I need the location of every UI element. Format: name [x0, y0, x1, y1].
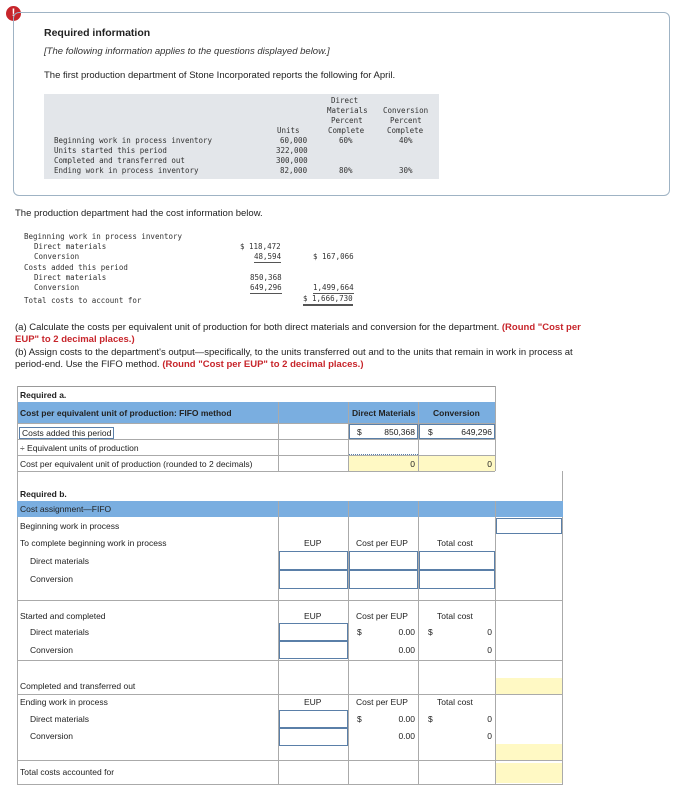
- sc-dm-row: Direct materials: [30, 627, 90, 637]
- total-accounted-cell: [496, 763, 562, 783]
- question-a: (a) Calculate the costs per equivalent unit of production for both direct materials and conversion for the department. (Round "Cost per EUP" to 2 decimal places.): [15, 322, 581, 345]
- completed-transferred-total: [496, 678, 562, 694]
- col-dm-line3: Percent: [331, 116, 363, 125]
- beg-wip-label: Beginning work in process inventory: [24, 232, 183, 241]
- dm-cpeu-value: 0: [410, 459, 415, 469]
- units-value: 322,000: [276, 146, 308, 155]
- col-dm-line4: Complete: [328, 126, 365, 135]
- sc-conv-total: 0: [487, 645, 492, 655]
- sc-dm-dollar: $: [357, 627, 362, 637]
- added-total-value: 1,499,664: [313, 283, 354, 292]
- end-dm-row: Direct materials: [30, 714, 90, 724]
- conv-pct: 30%: [399, 166, 413, 175]
- alert-icon: !: [6, 6, 21, 21]
- dm-pct: 80%: [339, 166, 353, 175]
- dm-eup-input[interactable]: [349, 440, 418, 455]
- part-a-header: Cost per equivalent unit of production: FIFO method: [20, 408, 232, 418]
- end-dm-total: 0: [487, 714, 492, 724]
- col-units: Units: [277, 126, 300, 135]
- total-cost-header: Total cost: [437, 538, 473, 548]
- row-label: Completed and transferred out: [54, 156, 185, 165]
- sc-dm-total: 0: [487, 627, 492, 637]
- required-info-title: Required information: [44, 27, 151, 39]
- sc-conv-cpe: 0.00: [398, 645, 415, 655]
- conv-cpeu-value: 0: [487, 459, 492, 469]
- col-dm-header: Direct Materials: [352, 408, 416, 418]
- sc-dm-cpe: 0.00: [398, 627, 415, 637]
- tc-conv-total-input[interactable]: [419, 570, 495, 589]
- sc-conv-eup-input[interactable]: [279, 641, 348, 659]
- sc-dm-total-dollar: $: [428, 627, 433, 637]
- beg-total-value: $ 167,066: [313, 252, 354, 261]
- eup-header: EUP: [304, 538, 322, 548]
- added-conv-label: Conversion: [34, 283, 80, 292]
- end-dm-cpe: 0.00: [398, 714, 415, 724]
- conv-eup-input[interactable]: [419, 440, 495, 455]
- row-label: Units started this period: [54, 146, 167, 155]
- col-dm-line2: Materials: [327, 106, 368, 115]
- question-b: (b) Assign costs to the department's output—specifically, to the units transferred out and to the units that remain in work in process at period-end. Use the FIFO method. (Round "Cost per EUP" to 2 decimal places.): [15, 347, 573, 370]
- tc-conv-eup-input[interactable]: [279, 570, 348, 589]
- col-conv-line2: Percent: [390, 116, 422, 125]
- dm-pct: 60%: [339, 136, 353, 145]
- end-conv-total: 0: [487, 731, 492, 741]
- costs-added-row-label[interactable]: Costs added this period: [19, 427, 114, 439]
- eup-row-label: ÷ Equivalent units of production: [20, 443, 139, 453]
- ending-wip-row: Ending work in process: [20, 697, 108, 707]
- conv-cost-value: 649,296: [461, 427, 492, 437]
- beg-conv-label: Conversion: [34, 252, 80, 261]
- tc-conv-row: Conversion: [30, 574, 73, 584]
- end-dm-eup-input[interactable]: [279, 710, 348, 728]
- dm-dollar: $: [357, 427, 362, 437]
- end-conv-eup-input[interactable]: [279, 728, 348, 746]
- total-cost-header-2: Total cost: [437, 611, 473, 621]
- col-conv-header: Conversion: [433, 408, 480, 418]
- conv-dollar: $: [428, 427, 433, 437]
- added-label: Costs added this period: [24, 263, 128, 272]
- beg-dm-label: Direct materials: [34, 242, 107, 251]
- sc-dm-eup-input[interactable]: [279, 623, 348, 641]
- cpeu-row-label: Cost per equivalent unit of production (rounded to 2 decimals): [20, 459, 253, 469]
- added-dm-label: Direct materials: [34, 273, 107, 282]
- beg-conv-value: 48,594: [254, 252, 282, 261]
- units-value: 60,000: [280, 136, 308, 145]
- units-value: 300,000: [276, 156, 308, 165]
- tc-dm-cpe-input[interactable]: [349, 551, 418, 570]
- total-costs-value: $ 1,666,730: [303, 294, 353, 306]
- conv-pct: 40%: [399, 136, 413, 145]
- end-dm-total-dollar: $: [428, 714, 433, 724]
- total-costs-label: Total costs to account for: [24, 296, 142, 305]
- end-dm-dollar: $: [357, 714, 362, 724]
- col-conv-line3: Complete: [387, 126, 424, 135]
- tc-conv-cpe-input[interactable]: [349, 570, 418, 589]
- beg-dm-value: $ 118,472: [240, 242, 281, 251]
- cost-per-eup-header-2: Cost per EUP: [356, 611, 408, 621]
- tc-dm-row: Direct materials: [30, 556, 90, 566]
- cost-per-eup-header-3: Cost per EUP: [356, 697, 408, 707]
- cost-info-intro: The production department had the cost information below.: [15, 208, 263, 219]
- beg-wip-input[interactable]: [496, 518, 562, 534]
- completed-transferred-row: Completed and transferred out: [20, 681, 136, 691]
- started-completed-row: Started and completed: [20, 611, 106, 621]
- sc-conv-row: Conversion: [30, 645, 73, 655]
- cost-per-eup-header: Cost per EUP: [356, 538, 408, 548]
- row-label: Beginning work in process inventory: [54, 136, 213, 145]
- col-conv-line1: Conversion: [383, 106, 429, 115]
- beg-wip-row: Beginning work in process: [20, 521, 120, 531]
- part-b-header: Cost assignment—FIFO: [20, 504, 112, 514]
- eup-header-3: EUP: [304, 697, 322, 707]
- added-conv-value: 649,296: [250, 283, 282, 292]
- info-note: [The following information applies to the questions displayed below.]: [44, 46, 330, 57]
- tc-dm-eup-input[interactable]: [279, 551, 348, 570]
- added-dm-value: 850,368: [250, 273, 282, 282]
- intro-text: The first production department of Stone Incorporated reports the following for April.: [44, 70, 396, 81]
- dm-cost-value: 850,368: [384, 427, 415, 437]
- end-conv-row: Conversion: [30, 731, 73, 741]
- end-conv-cpe: 0.00: [398, 731, 415, 741]
- row-label: Ending work in process inventory: [54, 166, 199, 175]
- ending-wip-total: [496, 744, 562, 760]
- units-value: 82,000: [280, 166, 308, 175]
- col-dm-line1: Direct: [331, 96, 359, 105]
- required-b-label: Required b.: [20, 489, 67, 499]
- total-cost-header-3: Total cost: [437, 697, 473, 707]
- tc-dm-total-input[interactable]: [419, 551, 495, 570]
- to-complete-row: To complete beginning work in process: [20, 538, 167, 548]
- eup-header-2: EUP: [304, 611, 322, 621]
- required-a-label: Required a.: [20, 390, 67, 400]
- total-accounted-row: Total costs accounted for: [20, 767, 115, 777]
